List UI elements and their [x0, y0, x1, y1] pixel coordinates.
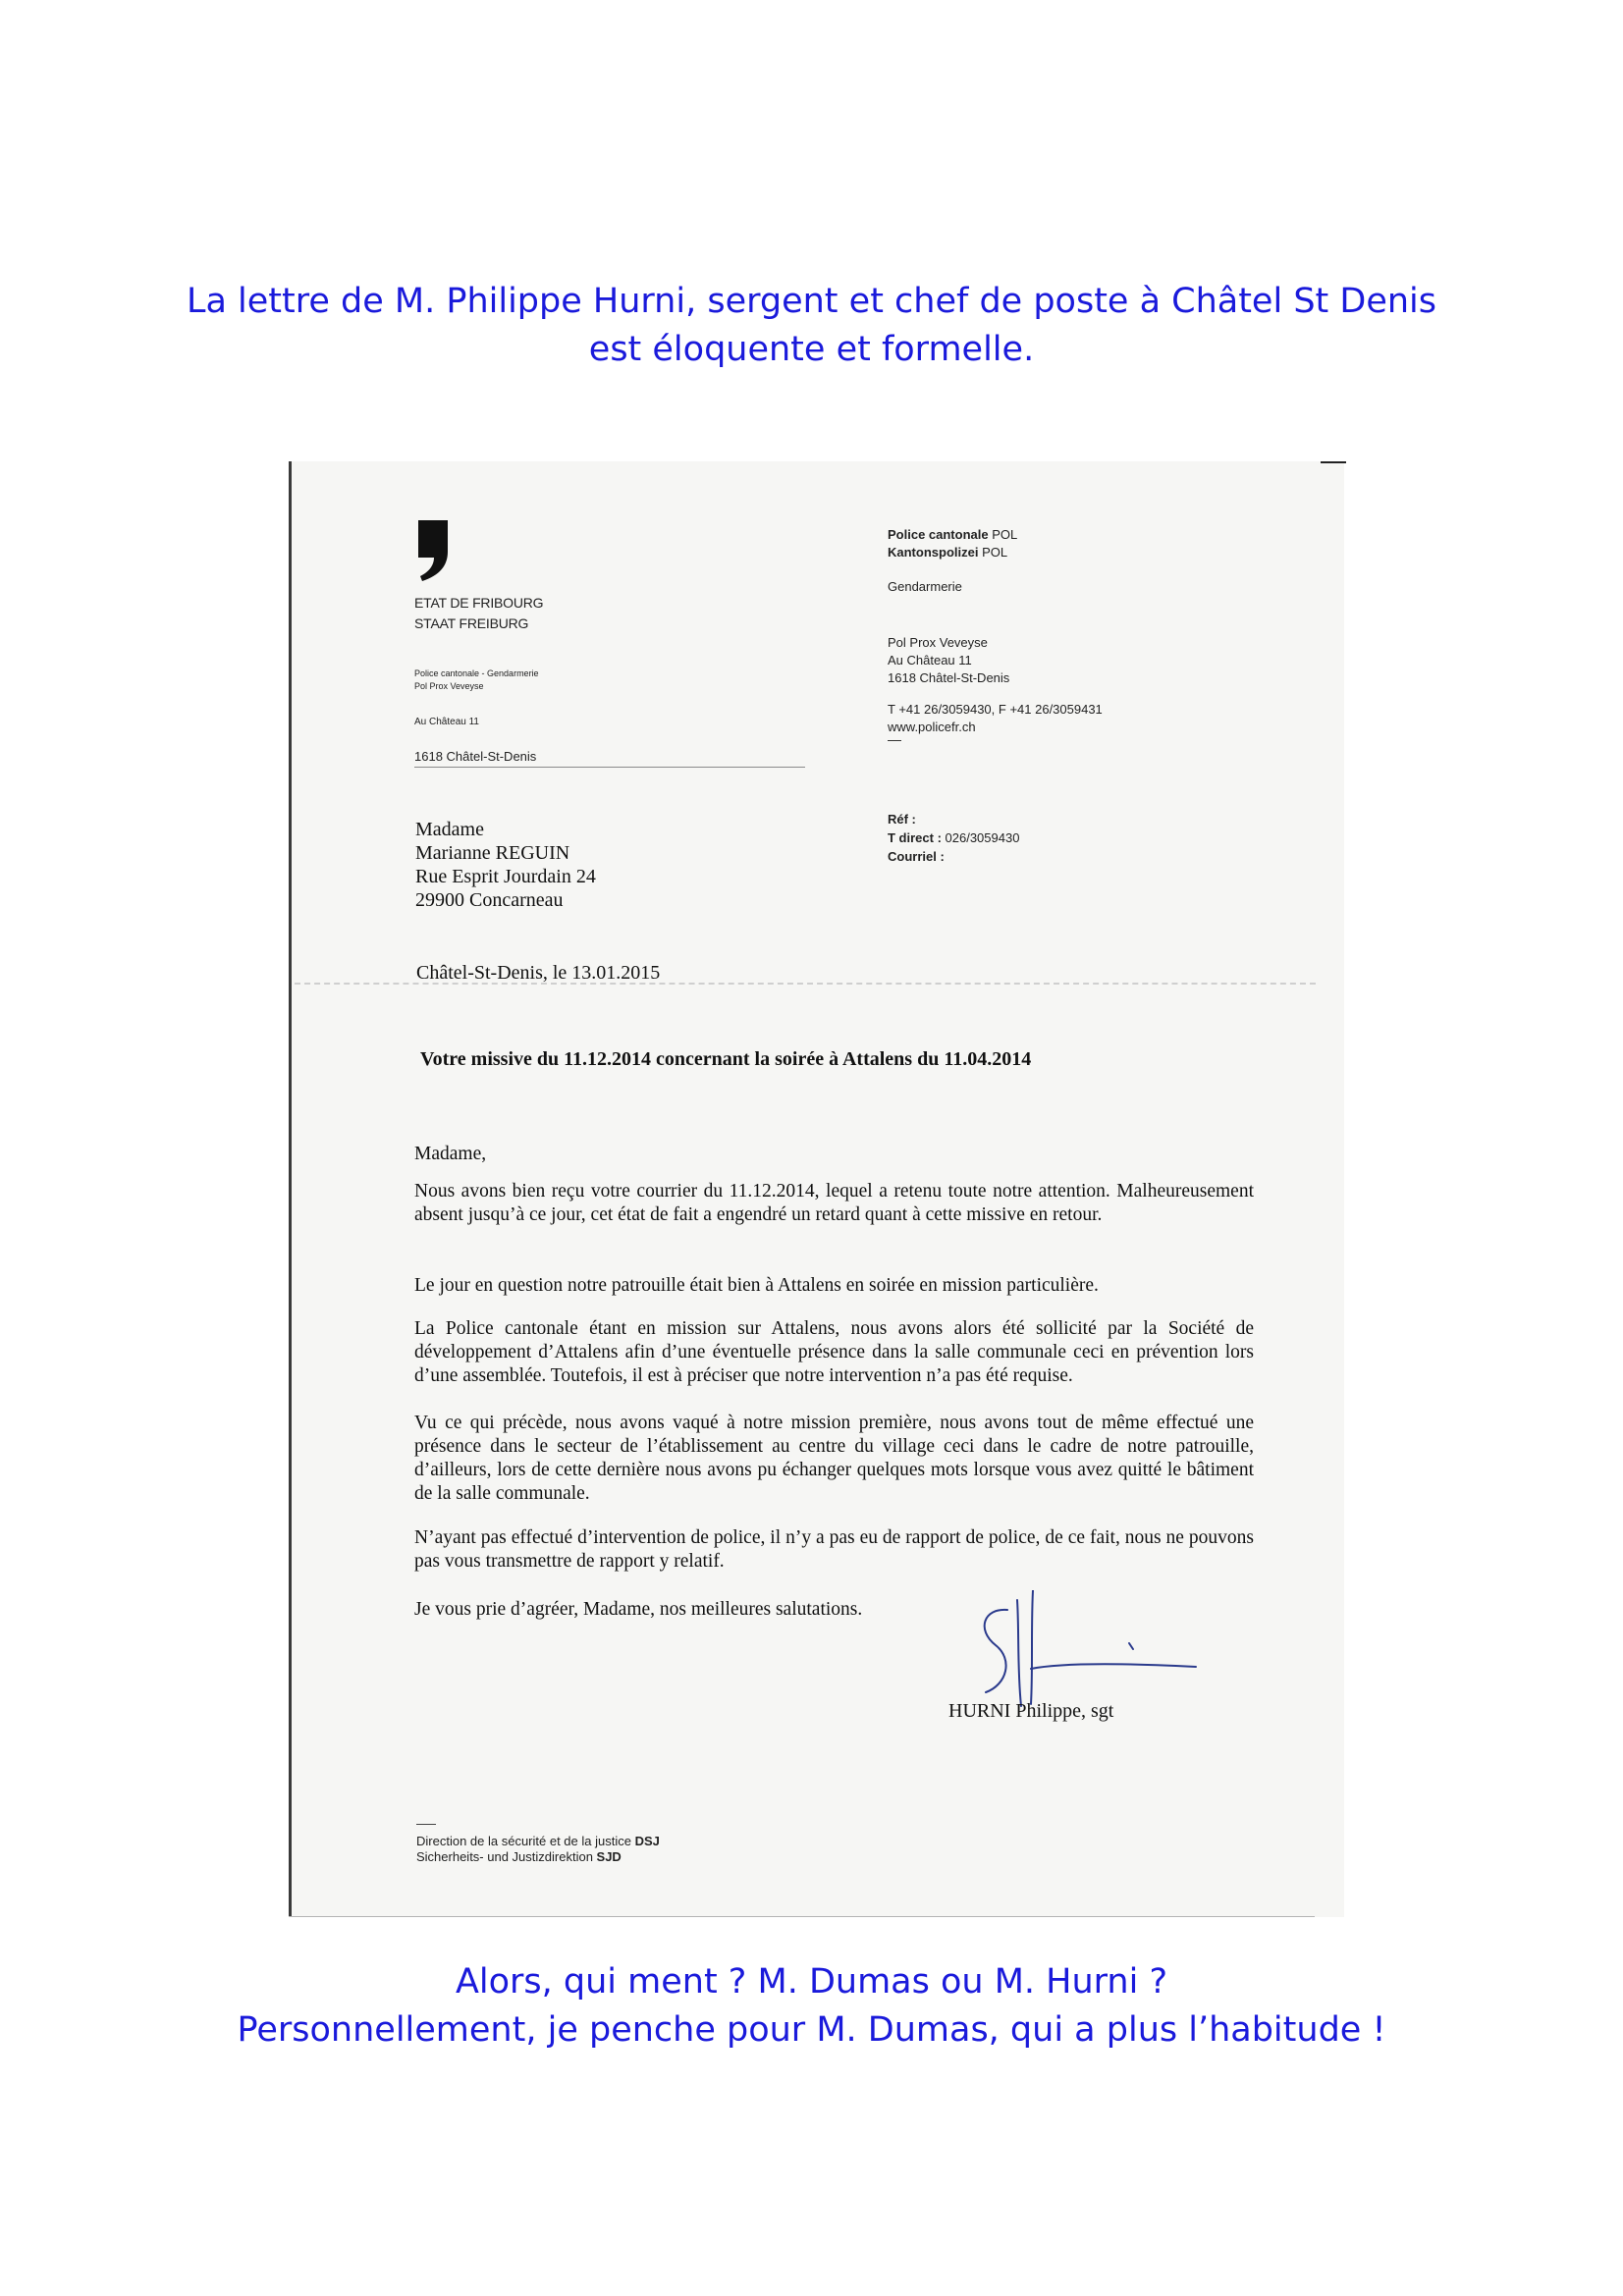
paragraph-3: La Police cantonale étant en mission sur Attalens, nous avons alors été sollicité par la Société de développement d’Attalens afin d’une éventuelle présence dans la salle communale ceci en prévention lors d’une assemblée. Toutefois, il est à préciser que notre intervention n’a pas été requise.	[414, 1318, 1254, 1386]
police-unit: Pol Prox Veveyse	[888, 635, 988, 650]
paragraph-4: Vu ce qui précède, nous avons vaqué à notre mission première, nous avons tout de même effectué une présence dans le secteur de l’établissement au centre du village ceci dans le cadre de notre patrouille, d’ailleurs, lors de cette dernière nous avons pu échanger quelques mots lorsque vous avez quitté le bâtiment de la salle communale.	[414, 1413, 1254, 1504]
police-phone: T +41 26/3059430, F +41 26/3059431	[888, 702, 1103, 717]
police-name-de-bold: Kantonspolizei	[888, 545, 979, 560]
header-rule	[414, 767, 805, 768]
ref-label-text: Réf :	[888, 812, 916, 827]
top-caption	[0, 278, 1623, 374]
top-caption-line1: La lettre de M. Philippe Hurni, sergent et chef de poste à Châtel St Denis	[186, 282, 1437, 321]
footer-line2-text: Sicherheits- und Justizdirektion	[416, 1849, 593, 1864]
police-division: Gendarmerie	[888, 579, 962, 594]
recipient-line3: Rue Esprit Jourdain 24	[415, 866, 596, 887]
scan-top-edge-mark	[1321, 461, 1346, 463]
salutation: Madame,	[414, 1144, 487, 1164]
footer-line2	[416, 1849, 622, 1864]
mail-label-text: Courriel :	[888, 849, 945, 864]
police-name-fr-bold: Police cantonale	[888, 527, 989, 542]
footer-line1-abbr: DSJ	[630, 1834, 660, 1848]
direct-phone	[888, 829, 1019, 847]
paragraph-1: Nous avons bien reçu votre courrier du 11.12.2014, lequel a retenu toute notre attention. Malheureusement absent jusqu’à ce jour, cet état de fait a engendré un retard quant à cette missive en retour.	[414, 1181, 1254, 1225]
police-address: Au Château 11	[888, 653, 972, 667]
direct-phone-value: 026/3059430	[941, 830, 1020, 845]
header-state-fr: ETAT DE FRIBOURG	[414, 595, 544, 611]
bottom-caption	[0, 1958, 1623, 2055]
header-address: Au Château 11	[414, 717, 479, 727]
mail-label	[888, 848, 945, 866]
fribourg-comma-logo	[416, 520, 450, 581]
handwritten-signature	[972, 1590, 1208, 1718]
footer-dash	[416, 1824, 436, 1825]
header-right-dash	[888, 740, 901, 741]
paragraph-5: N’ayant pas effectué d’intervention de police, il n’y a pas eu de rapport de police, de ce fait, nous ne pouvons pas vous transmettre de rapport y relatif.	[414, 1527, 1254, 1572]
footer-line1	[416, 1834, 660, 1848]
recipient-line4: 29900 Concarneau	[415, 889, 564, 911]
scan-left-edge	[289, 461, 292, 1917]
police-name-de	[888, 544, 1007, 561]
header-state-de: STAAT FREIBURG	[414, 615, 529, 631]
ref-label	[888, 811, 916, 828]
header-small-line2: Pol Prox Veveyse	[414, 681, 484, 691]
subject-line: Votre missive du 11.12.2014 concernant la soirée à Attalens du 11.04.2014	[420, 1048, 1032, 1070]
bottom-caption-line2: Personnellement, je penche pour M. Dumas, qui a plus l’habitude !	[237, 2010, 1386, 2050]
paragraph-2: Le jour en question notre patrouille était bien à Attalens en soirée en mission particulière.	[414, 1275, 1099, 1296]
footer-line1-text: Direction de la sécurité et de la justice	[416, 1834, 631, 1848]
date-line: Châtel-St-Denis, le 13.01.2015	[416, 962, 661, 984]
scan-bottom-edge	[289, 1916, 1315, 1917]
top-caption-line2: est éloquente et formelle.	[588, 330, 1035, 369]
police-name-de-abbr: POL	[978, 545, 1008, 560]
recipient-line1: Madame	[415, 819, 484, 840]
police-city: 1618 Châtel-St-Denis	[888, 670, 1010, 685]
header-small-line1: Police cantonale - Gendarmerie	[414, 668, 539, 678]
police-website: www.policefr.ch	[888, 720, 976, 734]
footer-line2-abbr: SJD	[592, 1849, 622, 1864]
direct-phone-label: T direct :	[888, 830, 942, 845]
police-name-fr	[888, 526, 1017, 544]
closing-line: Je vous prie d’agréer, Madame, nos meilleures salutations.	[414, 1599, 863, 1620]
police-name-fr-abbr: POL	[988, 527, 1018, 542]
signer-name: HURNI Philippe, sgt	[948, 1700, 1114, 1722]
bottom-caption-line1: Alors, qui ment ? M. Dumas ou M. Hurni ?	[455, 1962, 1168, 2002]
recipient-line2: Marianne REGUIN	[415, 842, 570, 864]
header-city: 1618 Châtel-St-Denis	[414, 749, 537, 764]
